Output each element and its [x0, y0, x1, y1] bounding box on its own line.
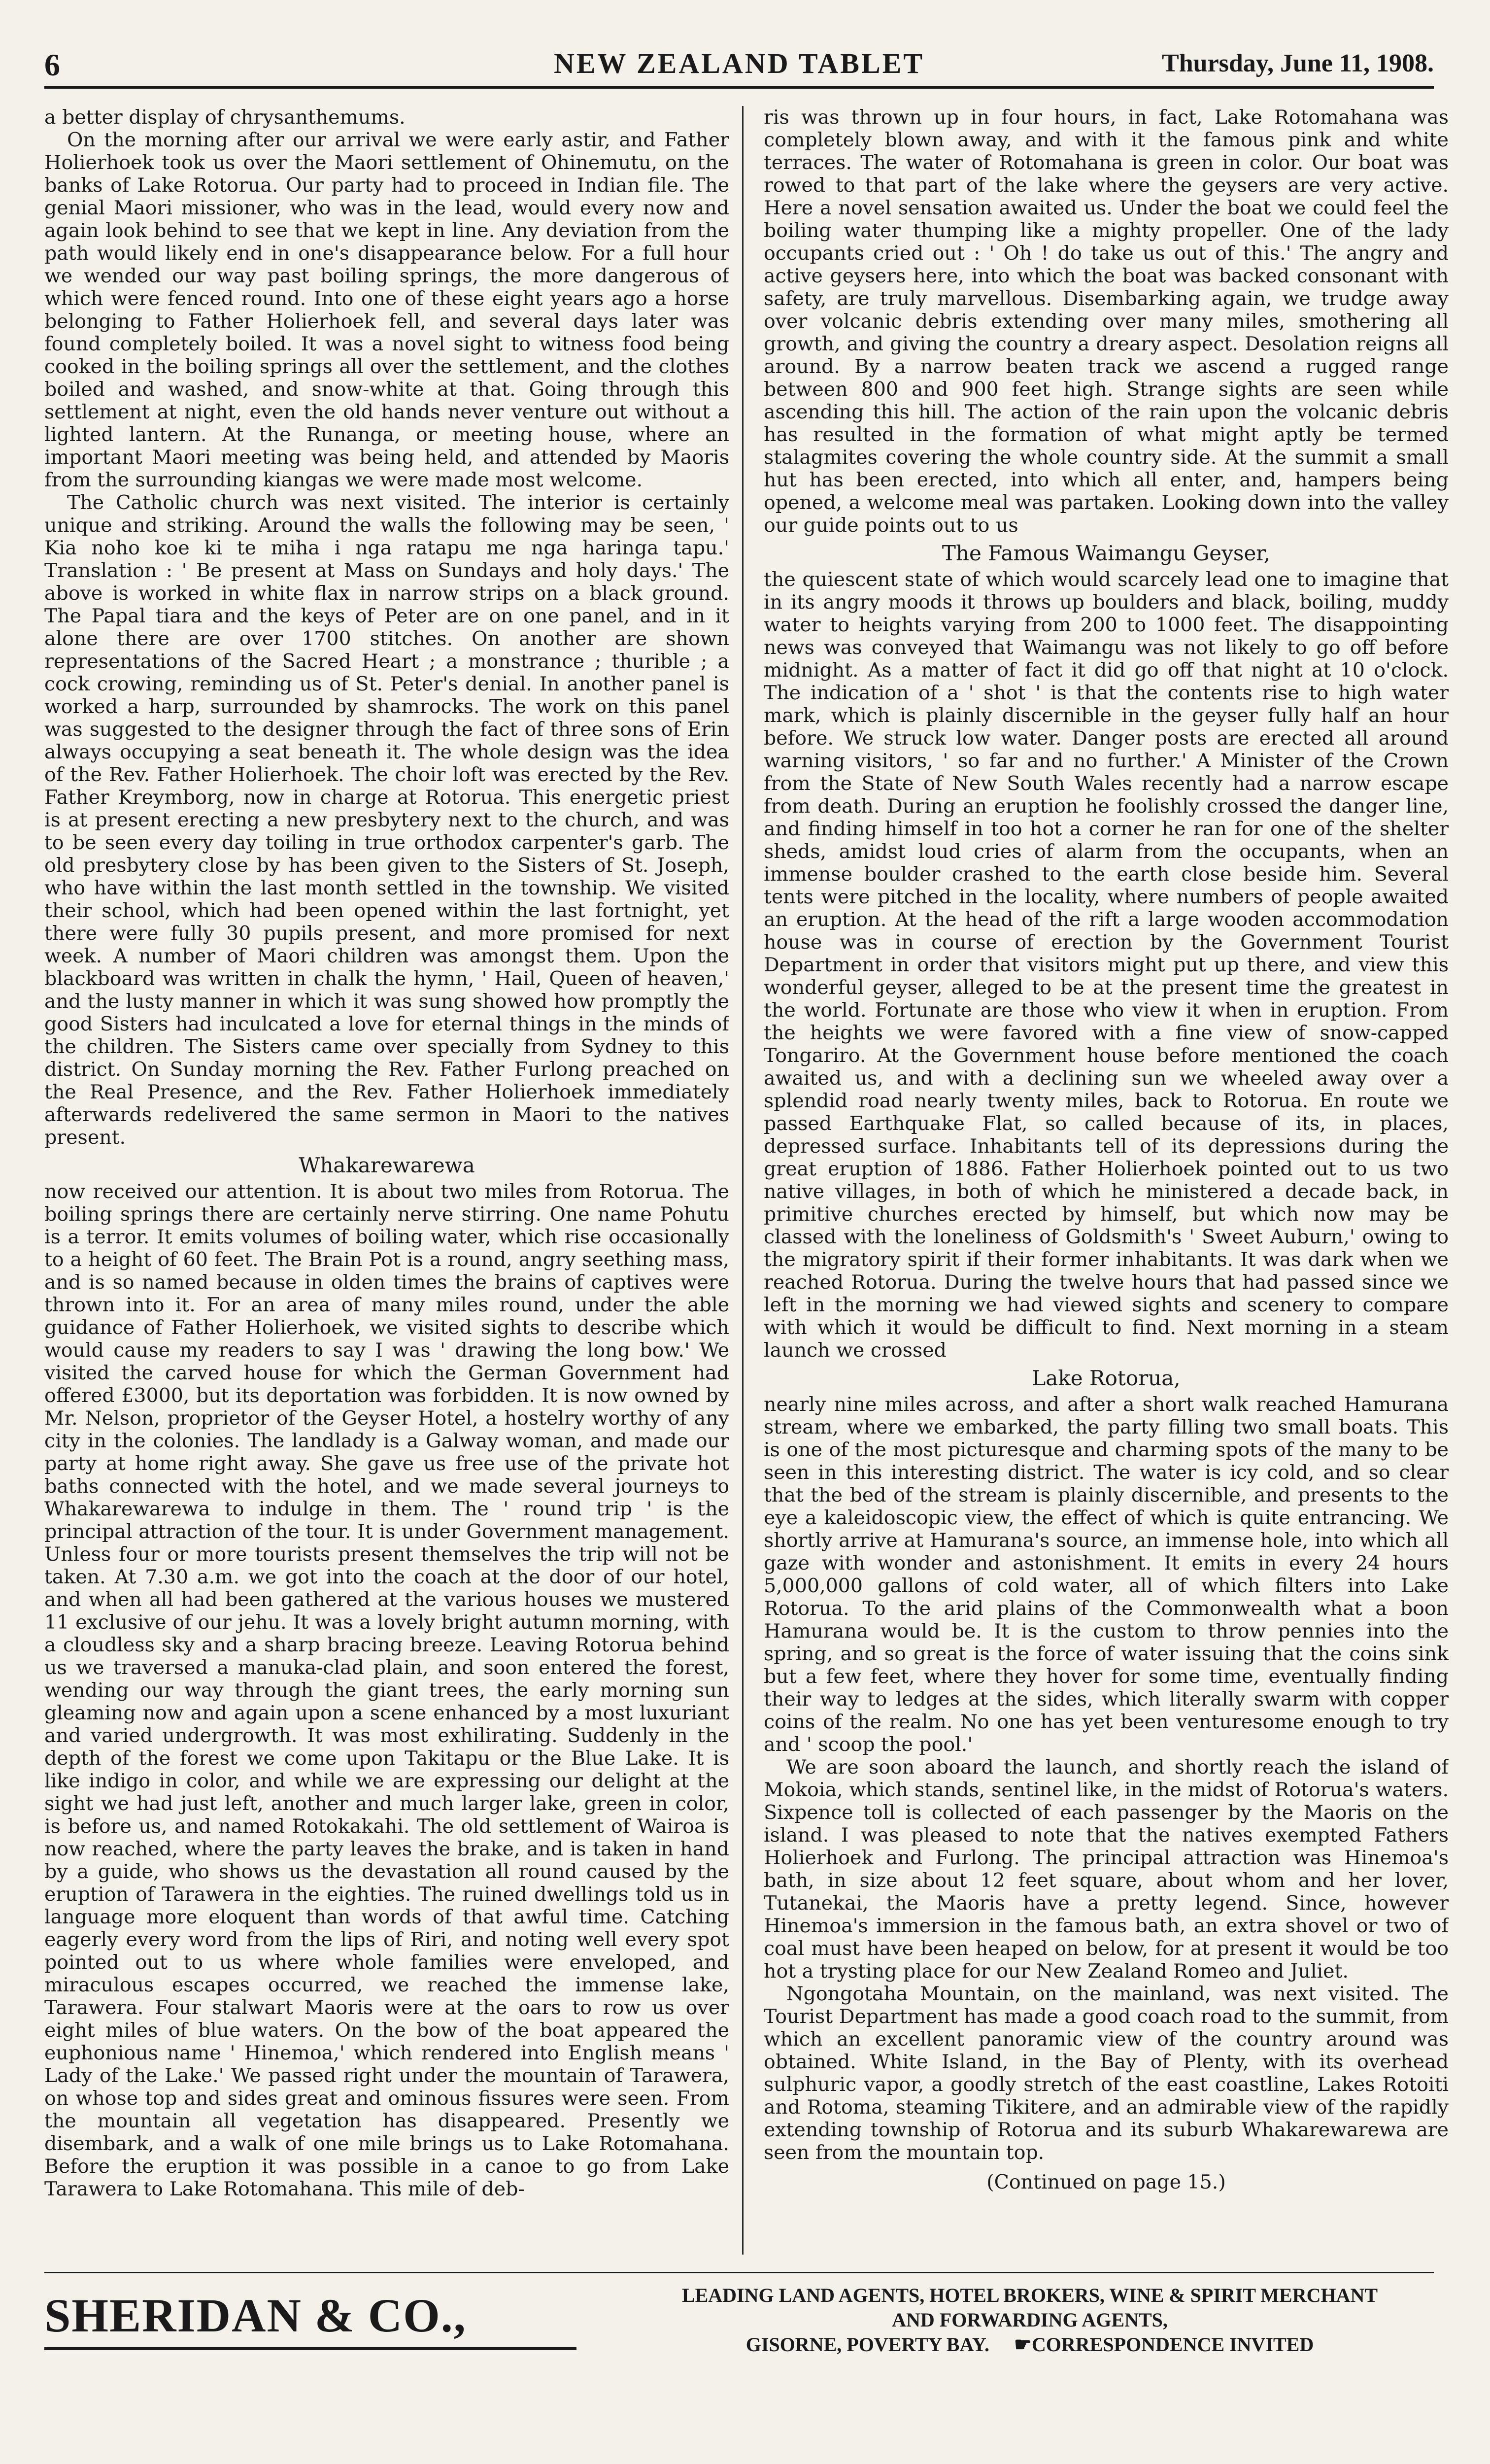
paragraph: a better display of chrysanthemums. [44, 106, 406, 129]
right-column [764, 106, 1449, 2255]
column-divider [742, 106, 744, 2255]
ad-correspondence: CORRESPONDENCE INVITED [1031, 2333, 1314, 2356]
ad-line-bottom [626, 2332, 1434, 2357]
section-heading-lake-rotorua: Lake Rotorua, [1032, 1366, 1181, 1390]
ad-address: GISORNE, POVERTY BAY. [745, 2333, 990, 2356]
paragraph: nearly nine miles across, and after a short walk reached Hamurana stream, where we embarked, the party filling two small boats. This is one of the most picturesque and charming spots of the many to be seen in this interesting district. The water is icy cold, and so clear that the bed of the stream is plainly discernible, and presents to the eye a kaleidoscopic view, the effect of which is quite entrancing. We shortly arrive at Hamurana's source, an immense hole, into which all gaze with wonder and astonishment. It emits in every 24 hours 5,000,000 gallons of cold water, all of which filters into Lake Rotorua. To the arid plains of the Commonwealth what a boon Hamurana would be. It is the custom to throw pennies into the spring, and so great is the force of water issuing that the coins sink but a few feet, where they hover for some time, eventually finding their way to ledges at the sides, which literally swarm with copper coins of the realm. No one has yet been venturesome enough to try and ' scoop the pool.' [764, 1393, 1449, 1756]
advertisement [44, 2272, 1434, 2421]
issue-date: Thursday, June 11, 1908. [1162, 49, 1434, 77]
advertiser-name: SHERIDAN & CO., [44, 2289, 467, 2342]
pointing-hand-icon: ☛ [1014, 2333, 1032, 2356]
paragraph: the quiescent state of which would scarcely lead one to imagine that in its angry moods it throws up boulders and black, boiling, muddy water to heights varying from 200 to 1000 feet. The disappointing news was conveyed that Waimangu was not likely to go off before midnight. As a matter of fact it did go off that night at 10 o'clock. The indication of a ' shot ' is that the contents rise to high water mark, which is plainly discernible in the geyser fully half an hour before. We struck low water. Danger posts are erected all around warning visitors, ' so far and no further.' A Minister of the Crown from the State of New South Wales recently had a narrow escape from death. During an eruption he foolishly crossed the danger line, and finding himself in too hot a corner he ran for one of the shelter sheds, amidst loud cries of alarm from the occupants, when an immense boulder crashed to the earth close beside him. Several tents were pitched in the locality, where numbers of people awaited an eruption. At the head of the rift a large wooden accommodation house was in course of erection by the Government Tourist Department in order that visitors might put up there, and view this wonderful geyser, alleged to be at the present time the greatest in the world. Fortunate are those who view it when in eruption. From the heights we were favored with a fine view of snow-capped Tongariro. At the Government house before mentioned the coach awaited us, and with a declining sun we wheeled away over a splendid road nearly twenty miles, back to Rotorua. En route we passed Earthquake Flat, so called because of its, in places, depressed surface. Inhabitants tell of its depressions during the great eruption of 1886. Father Holierhoek pointed out to us two native villages, in both of which he ministered a decade back, in primitive churches erected by himself, but which now may be classed with the loneliness of Goldsmith's ' Sweet Auburn,' owing to the migratory spirit if their former inhabitants. It was dark when we reached Rotorua. During the twelve hours that had passed since we left in the morning we had viewed sights and scenery to compare with which it would be difficult to find. Next morning in a steam launch we crossed [764, 568, 1449, 1362]
ad-line: AND FORWARDING AGENTS, [892, 2309, 1168, 2331]
advertisement-text [626, 2283, 1434, 2357]
page-number: 6 [44, 47, 60, 82]
newspaper-title: NEW ZEALAND TABLET [553, 47, 925, 79]
section-heading-waimangu: The Famous Waimangu Geyser, [942, 541, 1271, 565]
paragraph: ris was thrown up in four hours, in fact, Lake Rotomahana was completely blown away, and with it the famous pink and white terraces. The water of Rotomahana is green in color. Our boat was rowed to that part of the lake where the geysers are very active. Here a novel sensation awaited us. Under the boat we could feel the boiling water thumping like a mighty propeller. One of the lady occupants cried out : ' Oh ! do take us out of this.' The angry and active geysers here, into which the boat was backed consonant with safety, are truly marvellous. Disembarking again, we trudge away over volcanic debris extending over many miles, smothering all growth, and giving the country a dreary aspect. Desolation reigns all around. By a narrow beaten track we ascend a rugged range between 800 and 900 feet high. Strange sights are seen while ascending this hill. The action of the rain upon the volcanic debris has resulted in the formation of what might aptly be termed stalagmites covering the whole country side. At the summit a small hut has been erected, into which all enter, and, hampers being opened, a welcome meal was partaken. Looking down into the valley our guide points out to us [764, 106, 1449, 537]
continued-note: (Continued on page 15.) [986, 2171, 1226, 2193]
paragraph: We are soon aboard the launch, and shortly reach the island of Mokoia, which stands, sentinel like, in the midst of Rotorua's waters. Sixpence toll is collected of each passenger by the Maoris on the island. I was pleased to note that the natives exempted Fathers Holierhoek and Furlong. The principal attraction was Hinemoa's bath, in size about 12 feet square, about whom and her lover, Tutanekai, the Maoris have a pretty legend. Since, however Hinemoa's immersion in the famous bath, an extra shovel or two of coal must have been heaped on below, for at present it would be too hot a trysting place for our New Zealand Romeo and Juliet. [764, 1756, 1449, 1983]
paragraph: The Catholic church was next visited. The interior is certainly unique and striking. Around the walls the following may be seen, ' Kia noho koe ki te miha i nga ratapu me nga haringa tapu.' Translation : ' Be present at Mass on Sundays and holy days.' The above is worked in white flax in narrow strips on a black ground. The Papal tiara and the keys of Peter are on one panel, and in it alone there are over 1700 stitches. On another are shown representations of the Sacred Heart ; a monstrance ; thurible ; a cock crowing, reminding us of St. Peter's denial. In another panel is worked a harp, surrounded by shamrocks. The work on this panel was suggested to the designer through the fact of three sons of Erin always occupying a seat beneath it. The whole design was the idea of the Rev. Father Holierhoek. The choir loft was erected by the Rev. Father Kreymborg, now in charge at Rotorua. This energetic priest is at present erecting a new presbytery next to the church, and was to be seen every day toiling in true orthodox carpenter's garb. The old presbytery close by has been given to the Sisters of St. Joseph, who have within the last month settled in the township. We visited their school, which had been opened within the last fortnight, yet there were fully 30 pupils present, and more promised for next week. A number of Maori children was amongst them. Upon the blackboard was written in chalk the hymn, ' Hail, Queen of heaven,' and the lusty manner in which it was sung showed how promptly the good Sisters had inculcated a love for eternal things in the minds of the children. The Sisters came over specially from Sydney to this district. On Sunday morning the Rev. Father Furlong preached on the Real Presence, and the Rev. Father Holierhoek immediately afterwards redelivered the same sermon in Maori to the natives present. [44, 491, 729, 1149]
section-heading-whakarewarewa: Whakarewarewa [299, 1153, 475, 1177]
ad-line: LEADING LAND AGENTS, HOTEL BROKERS, WINE & SPIRIT MERCHANT [681, 2284, 1378, 2306]
advertiser-underline [44, 2347, 576, 2350]
paragraph: Ngongotaha Mountain, on the mainland, was next visited. The Tourist Department has made a good coach road to the summit, from which an excellent panoramic view of the country around was obtained. White Island, in the Bay of Plenty, with its overhead sulphuric vapor, a goodly stretch of the east coastline, Lakes Rotoiti and Rotoma, steaming Tikitere, and an admirable view of the rapidly extending township of Rotorua and its suburb Whakarewarewa are seen from the mountain top. [764, 1983, 1449, 2164]
left-column [44, 106, 729, 2255]
masthead [44, 47, 1434, 89]
paragraph: now received our attention. It is about two miles from Rotorua. The boiling springs there are certainly nerve stirring. One name Pohutu is a terror. It emits volumes of boiling water, which rise occasionally to a height of 60 feet. The Brain Pot is a round, angry seething mass, and is so named because in olden times the brains of captives were thrown into it. For an area of many miles round, under the able guidance of Father Holierhoek, we visited sights to describe which would cause my readers to say I was ' drawing the long bow.' We visited the carved house for which the German Government had offered £3000, but its deportation was forbidden. It is now owned by Mr. Nelson, proprietor of the Geyser Hotel, a hostelry worthy of any city in the colonies. The landlady is a Galway woman, and made our party at home right away. She gave us free use of the private hot baths connected with the hotel, and we made several journeys to Whakarewarewa to indulge in them. The ' round trip ' is the principal attraction of the tour. It is under Government management. Unless four or more tourists present themselves the trip will not be taken. At 7.30 a.m. we got into the coach at the door of our hotel, and when all had been gathered at the various houses we mustered 11 exclusive of our jehu. It was a lovely bright autumn morning, with a cloudless sky and a sharp bracing breeze. Leaving Rotorua behind us we traversed a manuka-clad plain, and soon entered the forest, wending our way through the giant trees, the early morning sun gleaming now and again upon a scene enhanced by a most luxuriant and varied undergrowth. It was most exhilirating. Suddenly in the depth of the forest we come upon Takitapu or the Blue Lake. It is like indigo in color, and while we are expressing our delight at the sight we had just left, another and much larger lake, green in color, is before us, and named Rotokakahi. The old settlement of Wairoa is now reached, where the party leaves the brake, and is taken in hand by a guide, who shows us the devastation all round caused by the eruption of Tarawera in the eighties. The ruined dwellings told us in language more eloquent than words of that awful time. Catching eagerly every word from the lips of Riri, and noting well every spot pointed out to us where whole families were enveloped, and miraculous escapes occurred, we reached the immense lake, Tarawera. Four stalwart Maoris were at the oars to row us over eight miles of blue waters. On the bow of the boat appeared the euphonious name ' Hinemoa,' which rendered into English means ' Lady of the Lake.' We passed right under the mountain of Tarawera, on whose top and sides great and ominous fissures were seen. From the mountain all vegetation has disappeared. Presently we disembark, and a walk of one mile brings us to Lake Rotomahana. Before the eruption it was possible in a canoe to go from Lake Tarawera to Lake Rotomahana. This mile of deb- [44, 1180, 729, 2200]
paragraph: On the morning after our arrival we were early astir, and Father Holierhoek took us over the Maori settlement of Ohinemutu, on the banks of Lake Rotorua. Our party had to proceed in Indian file. The genial Maori missioner, who was in the lead, would every now and again look behind to see that we kept in line. Any deviation from the path would likely end in one's disappearance below. For a full hour we wended our way past boiling springs, the more dangerous of which were fenced round. Into one of these eight years ago a horse belonging to Father Holierhoek fell, and several days later was found completely boiled. It was a novel sight to witness food being cooked in the boiling springs all over the settlement, and the clothes boiled and washed, and snow-white at that. Going through this settlement at night, even the old hands never venture out without a lighted lantern. At the Runanga, or meeting house, where an important Maori meeting was being held, and attended by Maoris from the surrounding kiangas we were made most welcome. [44, 129, 729, 491]
